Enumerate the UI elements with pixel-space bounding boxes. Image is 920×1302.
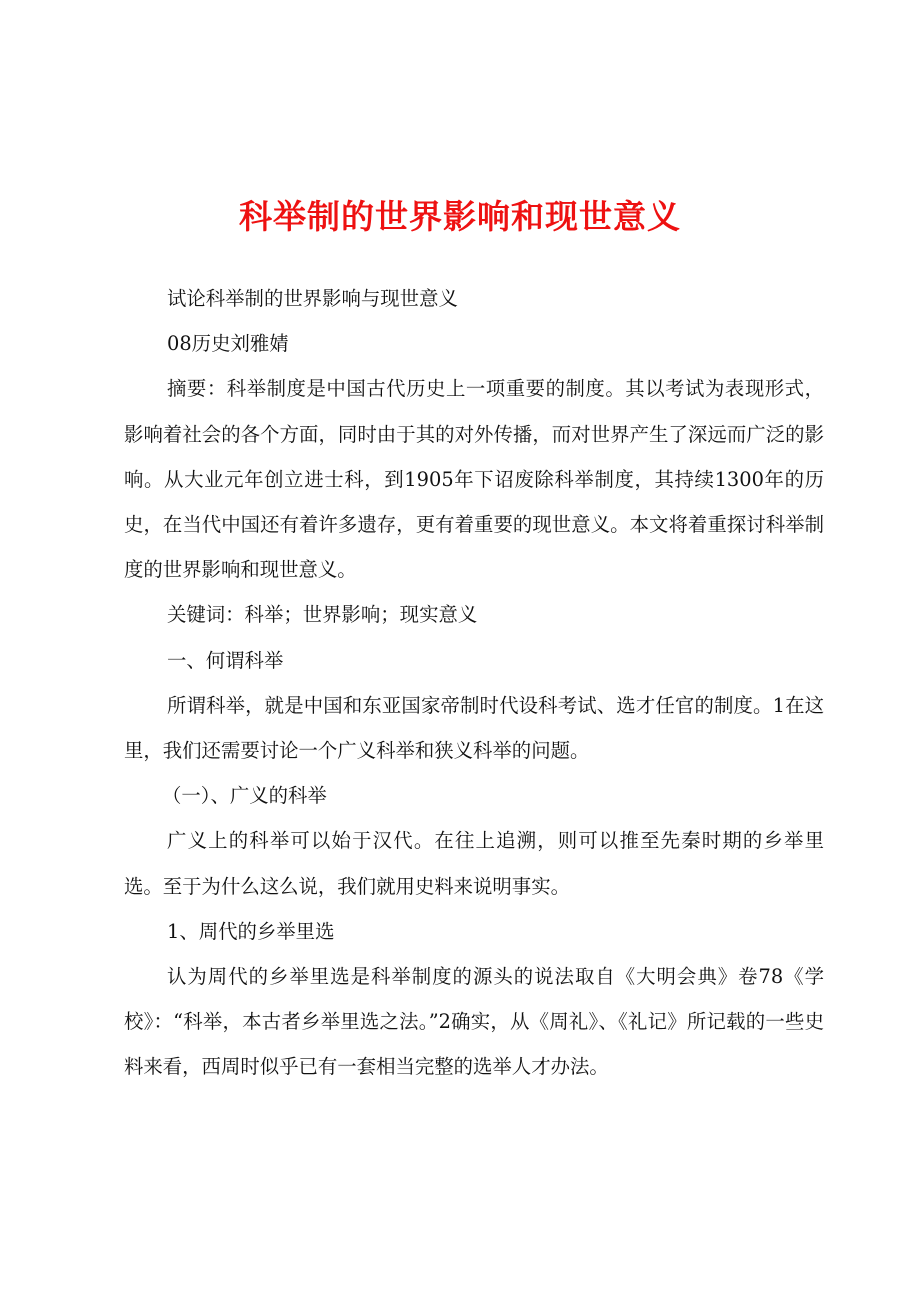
section-heading: 一、何谓科举 <box>167 648 284 672</box>
item-heading: 1、周代的乡举里选 <box>167 919 335 943</box>
abstract-paragraph: 摘要：科举制度是中国古代历史上一项重要的制度。其以考试为表现形式，影响着社会的各个方面，同时由于其的对外传播，而对世界产生了深远而广泛的影响。从大业元年创立进士科，到1905年下诏废除科举制度，其持续1300年的历史，在当代中国还有着许多遗存，更有着重要的现世意义。本文将着重探讨科举制度的世界影响和现世意义。 <box>124 377 824 582</box>
document-body <box>124 276 824 1090</box>
keywords-line: 关键词：科举；世界影响；现实意义 <box>167 603 478 627</box>
section-paragraph: 所谓科举，就是中国和东亚国家帝制时代设科考试、选才任官的制度。1在这里，我们还需要讨论一个广义科举和狭义科举的问题。 <box>124 693 824 763</box>
document-title: 科举制的世界影响和现世意义 <box>239 197 681 236</box>
item-paragraph: 认为周代的乡举里选是科举制度的源头的说法取自《大明会典》卷78《学校》：“科举，本古者乡举里选之法。”2确实，从《周礼》、《礼记》所记载的一些史料来看，西周时似乎已有一套相当完整的选举人才办法。 <box>124 965 824 1079</box>
author-line: 08历史刘雅婧 <box>167 332 289 356</box>
document-subtitle: 试论科举制的世界影响与现世意义 <box>167 287 458 310</box>
subsection-heading: （一）、广义的科举 <box>162 784 327 808</box>
subsection-paragraph: 广义上的科举可以始于汉代。在往上追溯，则可以推至先秦时期的乡举里选。至于为什么这么说，我们就用史料来说明事实。 <box>124 829 824 898</box>
